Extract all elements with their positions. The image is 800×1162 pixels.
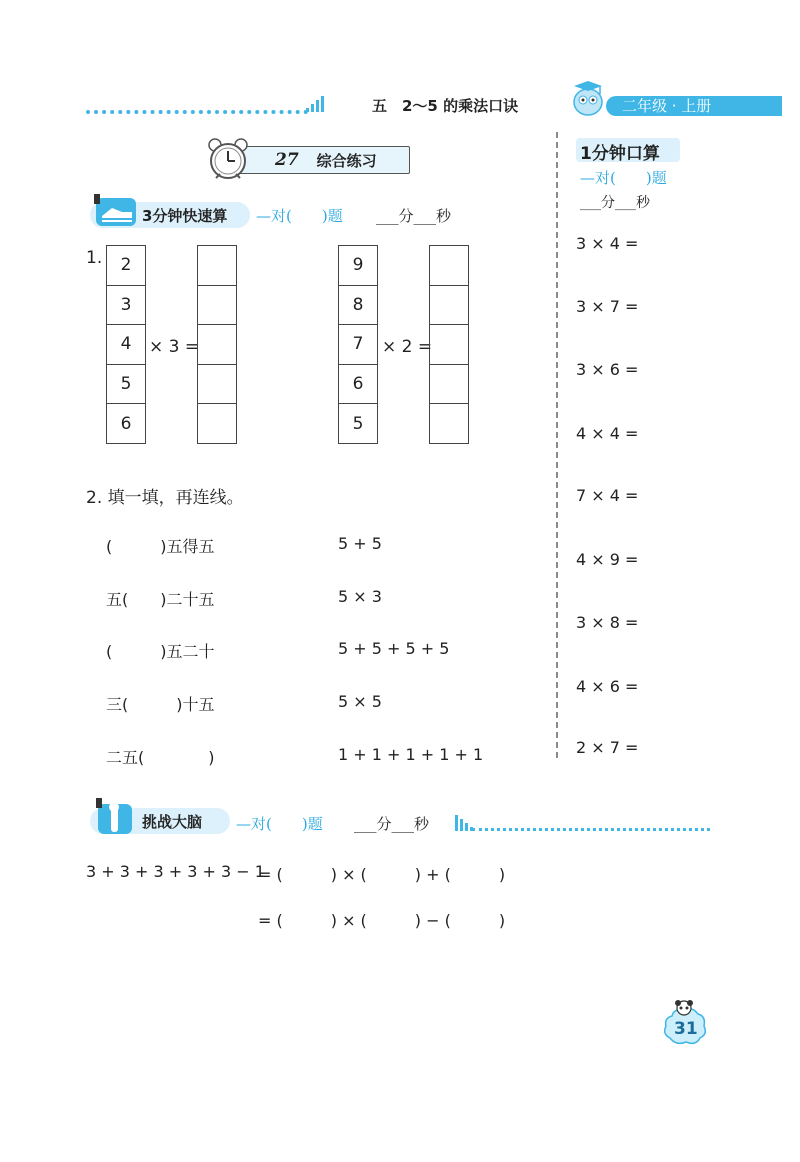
answer-box[interactable] [197, 324, 237, 365]
section1-time: ___分___秒 [376, 207, 452, 225]
q1-right-cell: 9 [338, 245, 378, 286]
sidebar-title: 1分钟口算 [580, 144, 660, 164]
sidebar-problem[interactable]: 3 × 6 = [576, 360, 639, 379]
q1-number: 1. [86, 248, 103, 268]
challenge-score: —对( )题 [236, 815, 323, 833]
challenge-title: 挑战大脑 [142, 812, 203, 831]
challenge-bars-decoration [455, 815, 473, 831]
lesson-number: 27 [275, 150, 299, 170]
answer-box[interactable] [197, 364, 237, 405]
answer-box[interactable] [197, 285, 237, 326]
section1-score: —对( )题 [256, 207, 343, 225]
q1-right-cell: 8 [338, 285, 378, 326]
q2-right-item[interactable]: 5 + 5 [338, 534, 382, 553]
q1-right-column [338, 245, 378, 444]
answer-box[interactable] [429, 324, 469, 365]
challenge-expression: 3 + 3 + 3 + 3 + 3 − 1 [86, 862, 265, 881]
header-bars-decoration [306, 96, 324, 112]
q1-right-operator: × 2 = [382, 337, 433, 357]
q2-left-item[interactable]: ( )五得五 [106, 537, 215, 556]
q1-left-column [106, 245, 146, 444]
answer-box[interactable] [429, 285, 469, 326]
q2-left-item[interactable]: 二五( ) [106, 748, 215, 767]
column-divider [556, 132, 558, 758]
sidebar-time: ___分___秒 [580, 195, 650, 211]
q2-right-item[interactable]: 5 × 3 [338, 587, 382, 606]
page-number: 31 [674, 1019, 698, 1039]
q2-left-item[interactable]: ( )五二十 [106, 642, 215, 661]
sidebar-problem[interactable]: 4 × 9 = [576, 550, 639, 569]
sidebar-problem[interactable]: 2 × 7 = [576, 738, 639, 757]
answer-box[interactable] [429, 403, 469, 444]
q1-right-cell: 6 [338, 364, 378, 405]
sidebar-score: —对( )题 [580, 169, 667, 187]
shoe-icon [94, 194, 140, 230]
q1-right-answer-column [429, 245, 469, 444]
header-dotted-rule [86, 110, 308, 114]
q2-left-item[interactable]: 五( )二十五 [106, 590, 215, 609]
q1-left-cell: 3 [106, 285, 146, 326]
answer-box[interactable] [429, 245, 469, 286]
q1-left-cell: 2 [106, 245, 146, 286]
challenge-time: ___分___秒 [354, 815, 430, 833]
sidebar-problem[interactable]: 3 × 7 = [576, 297, 639, 316]
q2-right-item[interactable]: 1 + 1 + 1 + 1 + 1 [338, 745, 484, 764]
q2-right-item[interactable]: 5 + 5 + 5 + 5 [338, 639, 450, 658]
owl-mascot-icon [566, 78, 612, 118]
sidebar-problem[interactable]: 4 × 6 = [576, 677, 639, 696]
section1-title: 3分钟快速算 [142, 206, 228, 225]
giraffe-icon [96, 798, 136, 838]
answer-box[interactable] [429, 364, 469, 405]
q1-left-answer-column [197, 245, 237, 444]
challenge-answer-line2[interactable]: = ( ) × ( ) − ( ) [258, 911, 506, 930]
lesson-name: 综合练习 [316, 151, 377, 170]
challenge-answer-line1[interactable]: = ( ) × ( ) + ( ) [258, 865, 506, 884]
sidebar-problem[interactable]: 3 × 8 = [576, 613, 639, 632]
sidebar-problem[interactable]: 4 × 4 = [576, 424, 639, 443]
q2-left-item[interactable]: 三( )十五 [106, 695, 215, 714]
lesson-title-box [230, 146, 410, 174]
q1-left-cell: 5 [106, 364, 146, 405]
q1-left-cell: 6 [106, 403, 146, 444]
challenge-dotted-rule [472, 828, 710, 831]
sidebar-problem[interactable]: 3 × 4 = [576, 234, 639, 253]
q1-left-operator: × 3 = [149, 337, 200, 357]
q1-right-cell: 7 [338, 324, 378, 365]
answer-box[interactable] [197, 403, 237, 444]
alarm-clock-icon [206, 136, 250, 182]
chapter-title: 五 2～5 的乘法口诀 [372, 97, 519, 115]
q1-left-cell: 4 [106, 324, 146, 365]
answer-box[interactable] [197, 245, 237, 286]
q2-right-item[interactable]: 5 × 5 [338, 692, 382, 711]
sidebar-problem[interactable]: 7 × 4 = [576, 486, 639, 505]
grade-tag: 二年级 · 上册 [606, 96, 782, 116]
q2-prompt: 2. 填一填，再连线。 [86, 488, 244, 508]
q1-right-cell: 5 [338, 403, 378, 444]
